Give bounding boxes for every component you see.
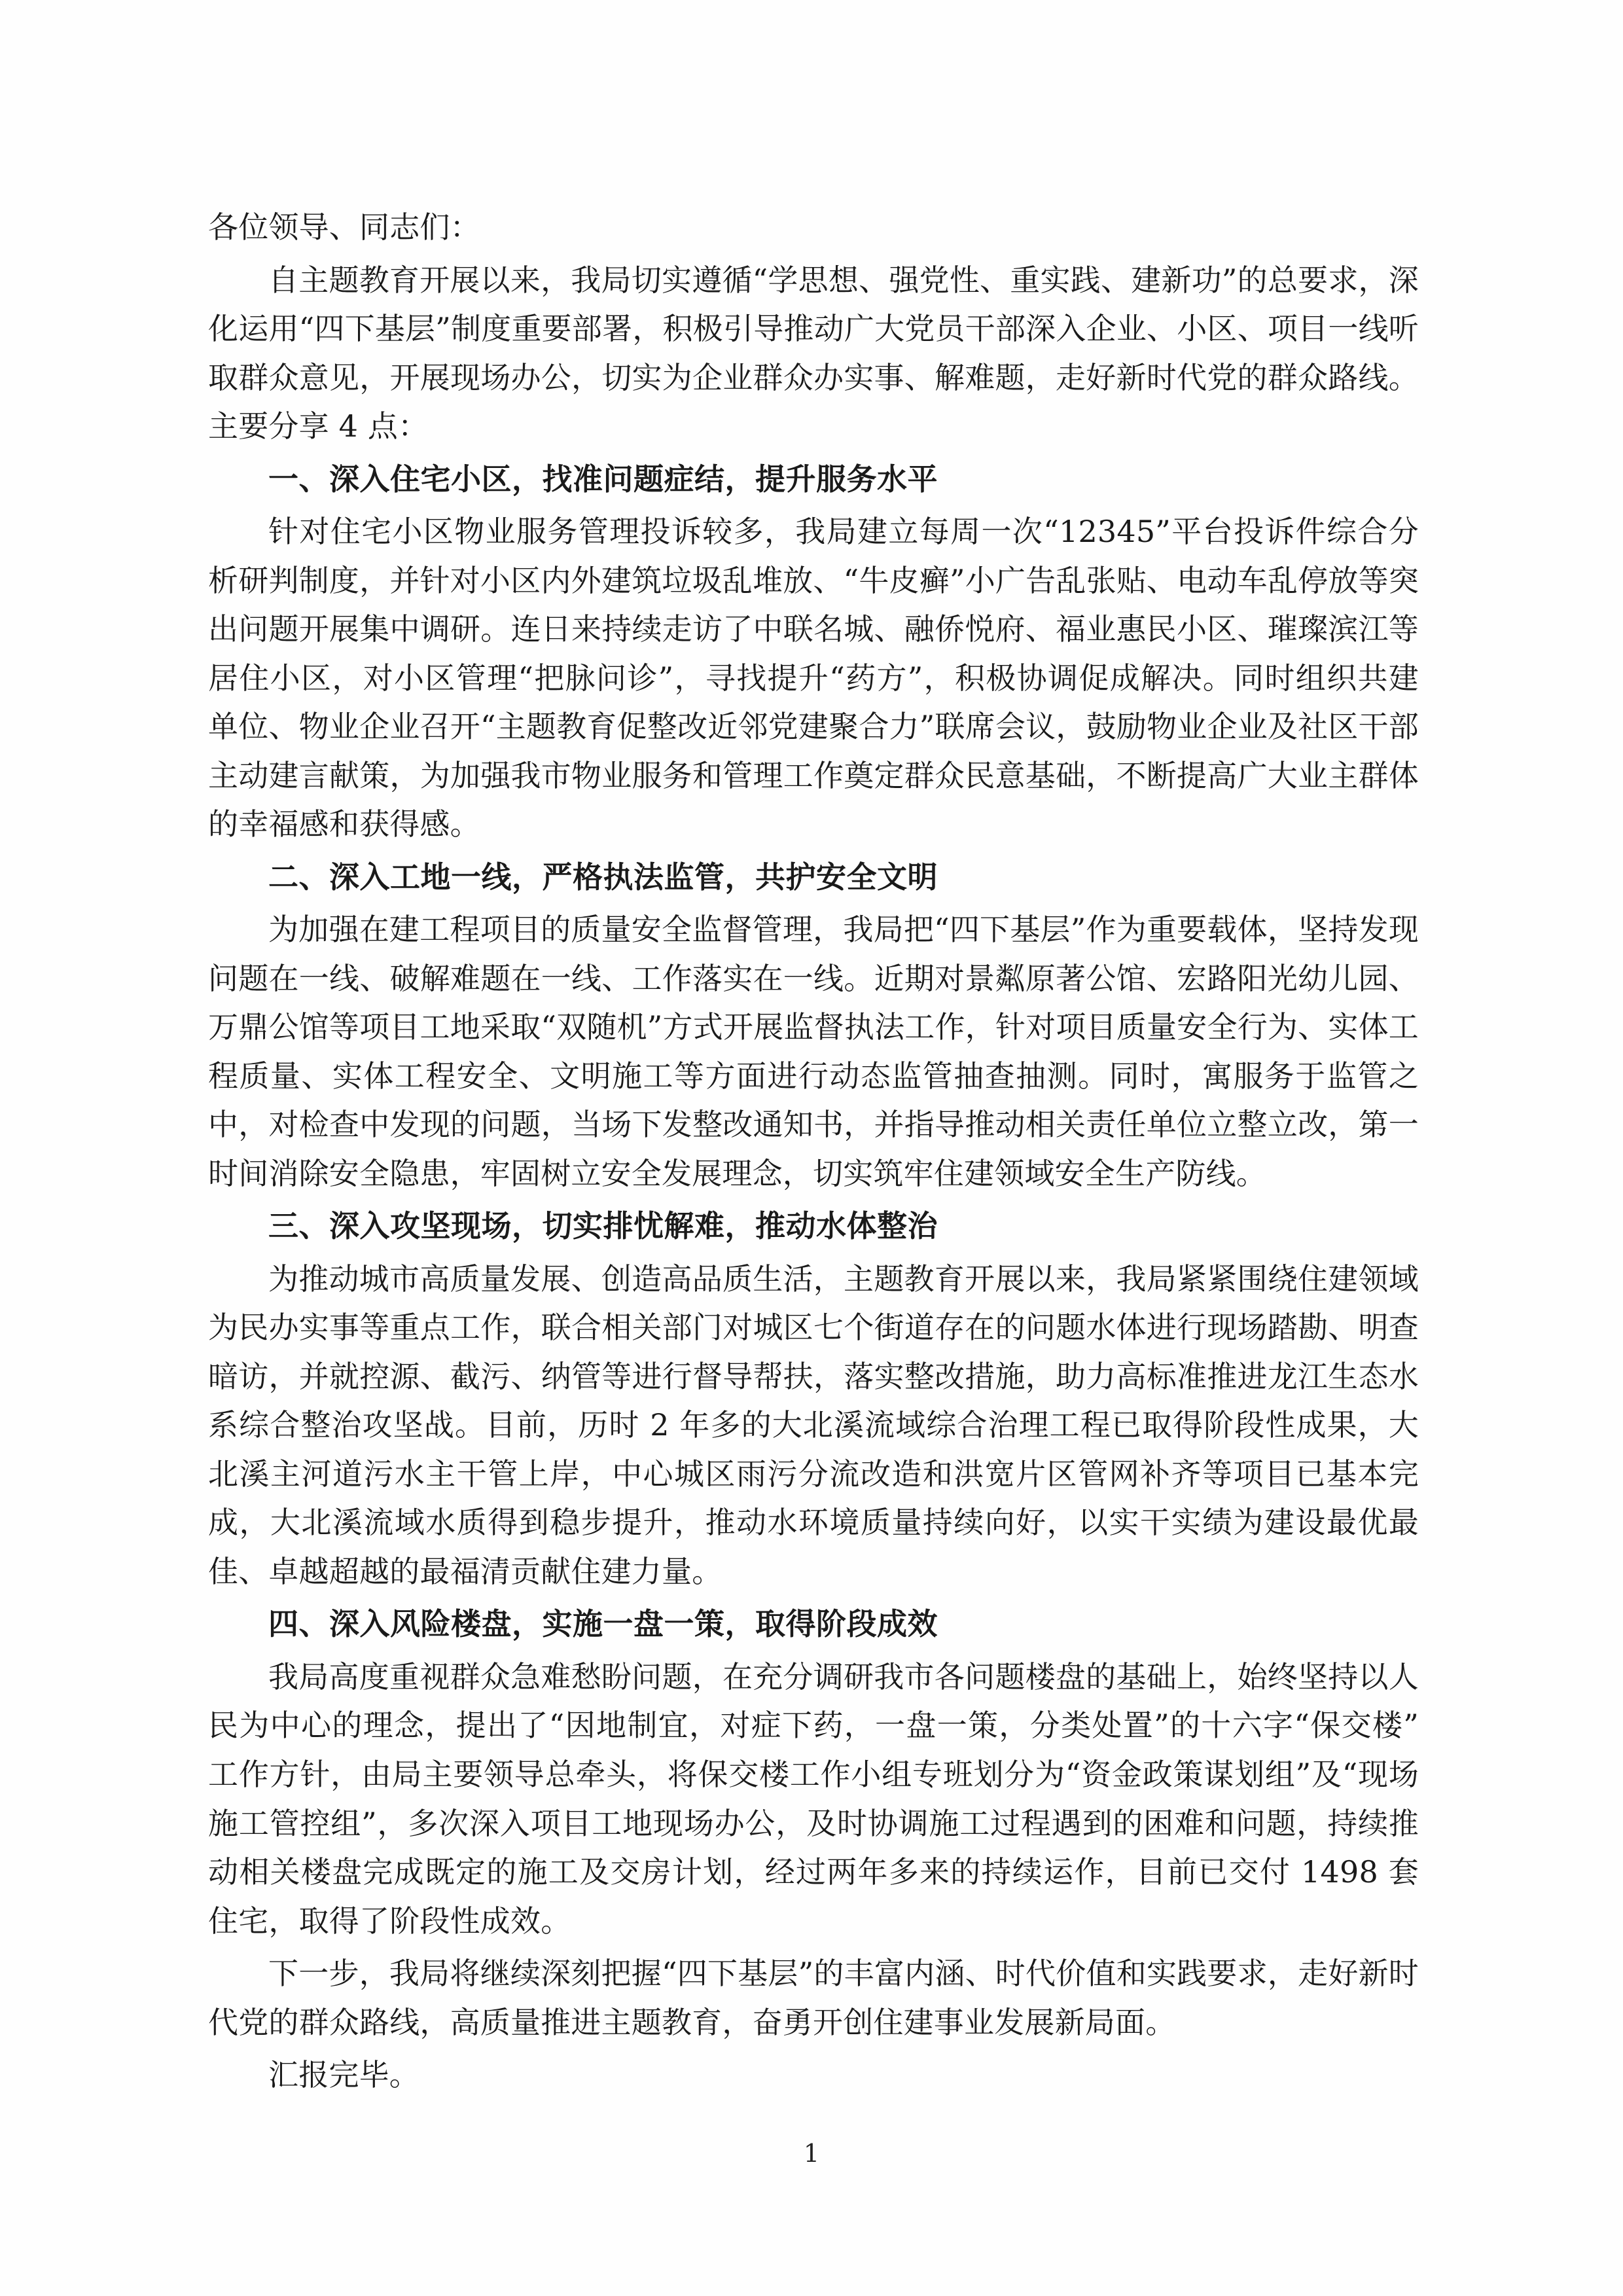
paragraph-intro: 自主题教育开展以来，我局切实遵循“学思想、强党性、重实践、建新功”的总要求，深化运用“四下基层”制度重要部署，积极引导推动广大党员干部深入企业、小区、项目一线听取群众意见，开展现场办公，切实为企业群众办实事、解难题，走好新时代党的群众路线。主要分享 4 点：: [208, 262, 1419, 444]
paragraph-next-steps: 下一步，我局将继续深刻把握“四下基层”的丰富内涵、时代价值和实践要求，走好新时代党的群众路线，高质量推进主题教育，奋勇开创住建事业发展新局面。: [208, 1956, 1419, 2040]
section-heading-1: 一、深入住宅小区，找准问题症结，提升服务水平: [268, 461, 938, 497]
document-body: [208, 203, 1419, 2104]
page-number: 1: [803, 2139, 820, 2168]
paragraph-section-3: 为推动城市高质量发展、创造高品质生活，主题教育开展以来，我局紧紧围绕住建领域为民办实事等重点工作，联合相关部门对城区七个街道存在的问题水体进行现场踏勘、明查暗访，并就控源、截污、纳管等进行督导帮扶，落实整改措施，助力高标准推进龙江生态水系综合整治攻坚战。目前，历时 2 年多的大北溪流域综合治理工程已取得阶段性成果，大北溪主河道污水主干管上岸，中心城区雨污分流改造和洪宽片区管网补齐等项目已基本完成，大北溪流域水质得到稳步提升，推动水环境质量持续向好，以实干实绩为建设最优最佳、卓越超越的最福清贡献住建力量。: [208, 1261, 1419, 1589]
paragraph-section-2: 为加强在建工程项目的质量安全监督管理，我局把“四下基层”作为重要载体，坚持发现问题在一线、破解难题在一线、工作落实在一线。近期对景粼原著公馆、宏路阳光幼儿园、万鼎公馆等项目工地采取“双随机”方式开展监督执法工作，针对项目质量安全行为、实体工程质量、实体工程安全、文明施工等方面进行动态监管抽查抽测。同时，寓服务于监管之中，对检查中发现的问题，当场下发整改通知书，并指导推动相关责任单位立整立改，第一时间消除安全隐患，牢固树立安全发展理念，切实筑牢住建领域安全生产防线。: [208, 912, 1419, 1191]
paragraph-section-1: 针对住宅小区物业服务管理投诉较多，我局建立每周一次“12345”平台投诉件综合分析研判制度，并针对小区内外建筑垃圾乱堆放、“牛皮癣”小广告乱张贴、电动车乱停放等突出问题开展集中调研。连日来持续走访了中联名城、融侨悦府、福业惠民小区、璀璨滨江等居住小区，对小区管理“把脉问诊”，寻找提升“药方”，积极协调促成解决。同时组织共建单位、物业企业召开“主题教育促整改近邻党建聚合力”联席会议，鼓励物业企业及社区干部主动建言献策，为加强我市物业服务和管理工作奠定群众民意基础，不断提高广大业主群体的幸福感和获得感。: [208, 514, 1419, 842]
section-heading-4: 四、深入风险楼盘，实施一盘一策，取得阶段成效: [268, 1606, 938, 1642]
section-heading-2: 二、深入工地一线，严格执法监管，共护安全文明: [268, 859, 938, 895]
paragraph-closing: 汇报完毕。: [268, 2057, 419, 2093]
salutation-line: 各位领导、同志们：: [208, 209, 480, 245]
paragraph-section-4: 我局高度重视群众急难愁盼问题，在充分调研我市各问题楼盘的基础上，始终坚持以人民为中心的理念，提出了“因地制宜，对症下药，一盘一策，分类处置”的十六字“保交楼”工作方针，由局主要领导总牵头，将保交楼工作小组专班划分为“资金政策谋划组”及“现场施工管控组”，多次深入项目工地现场办公，及时协调施工过程遇到的困难和问题，持续推动相关楼盘完成既定的施工及交房计划，经过两年多来的持续运作，目前已交付 1498 套住宅，取得了阶段性成效。: [208, 1659, 1419, 1939]
section-heading-3: 三、深入攻坚现场，切实排忧解难，推动水体整治: [268, 1208, 938, 1244]
